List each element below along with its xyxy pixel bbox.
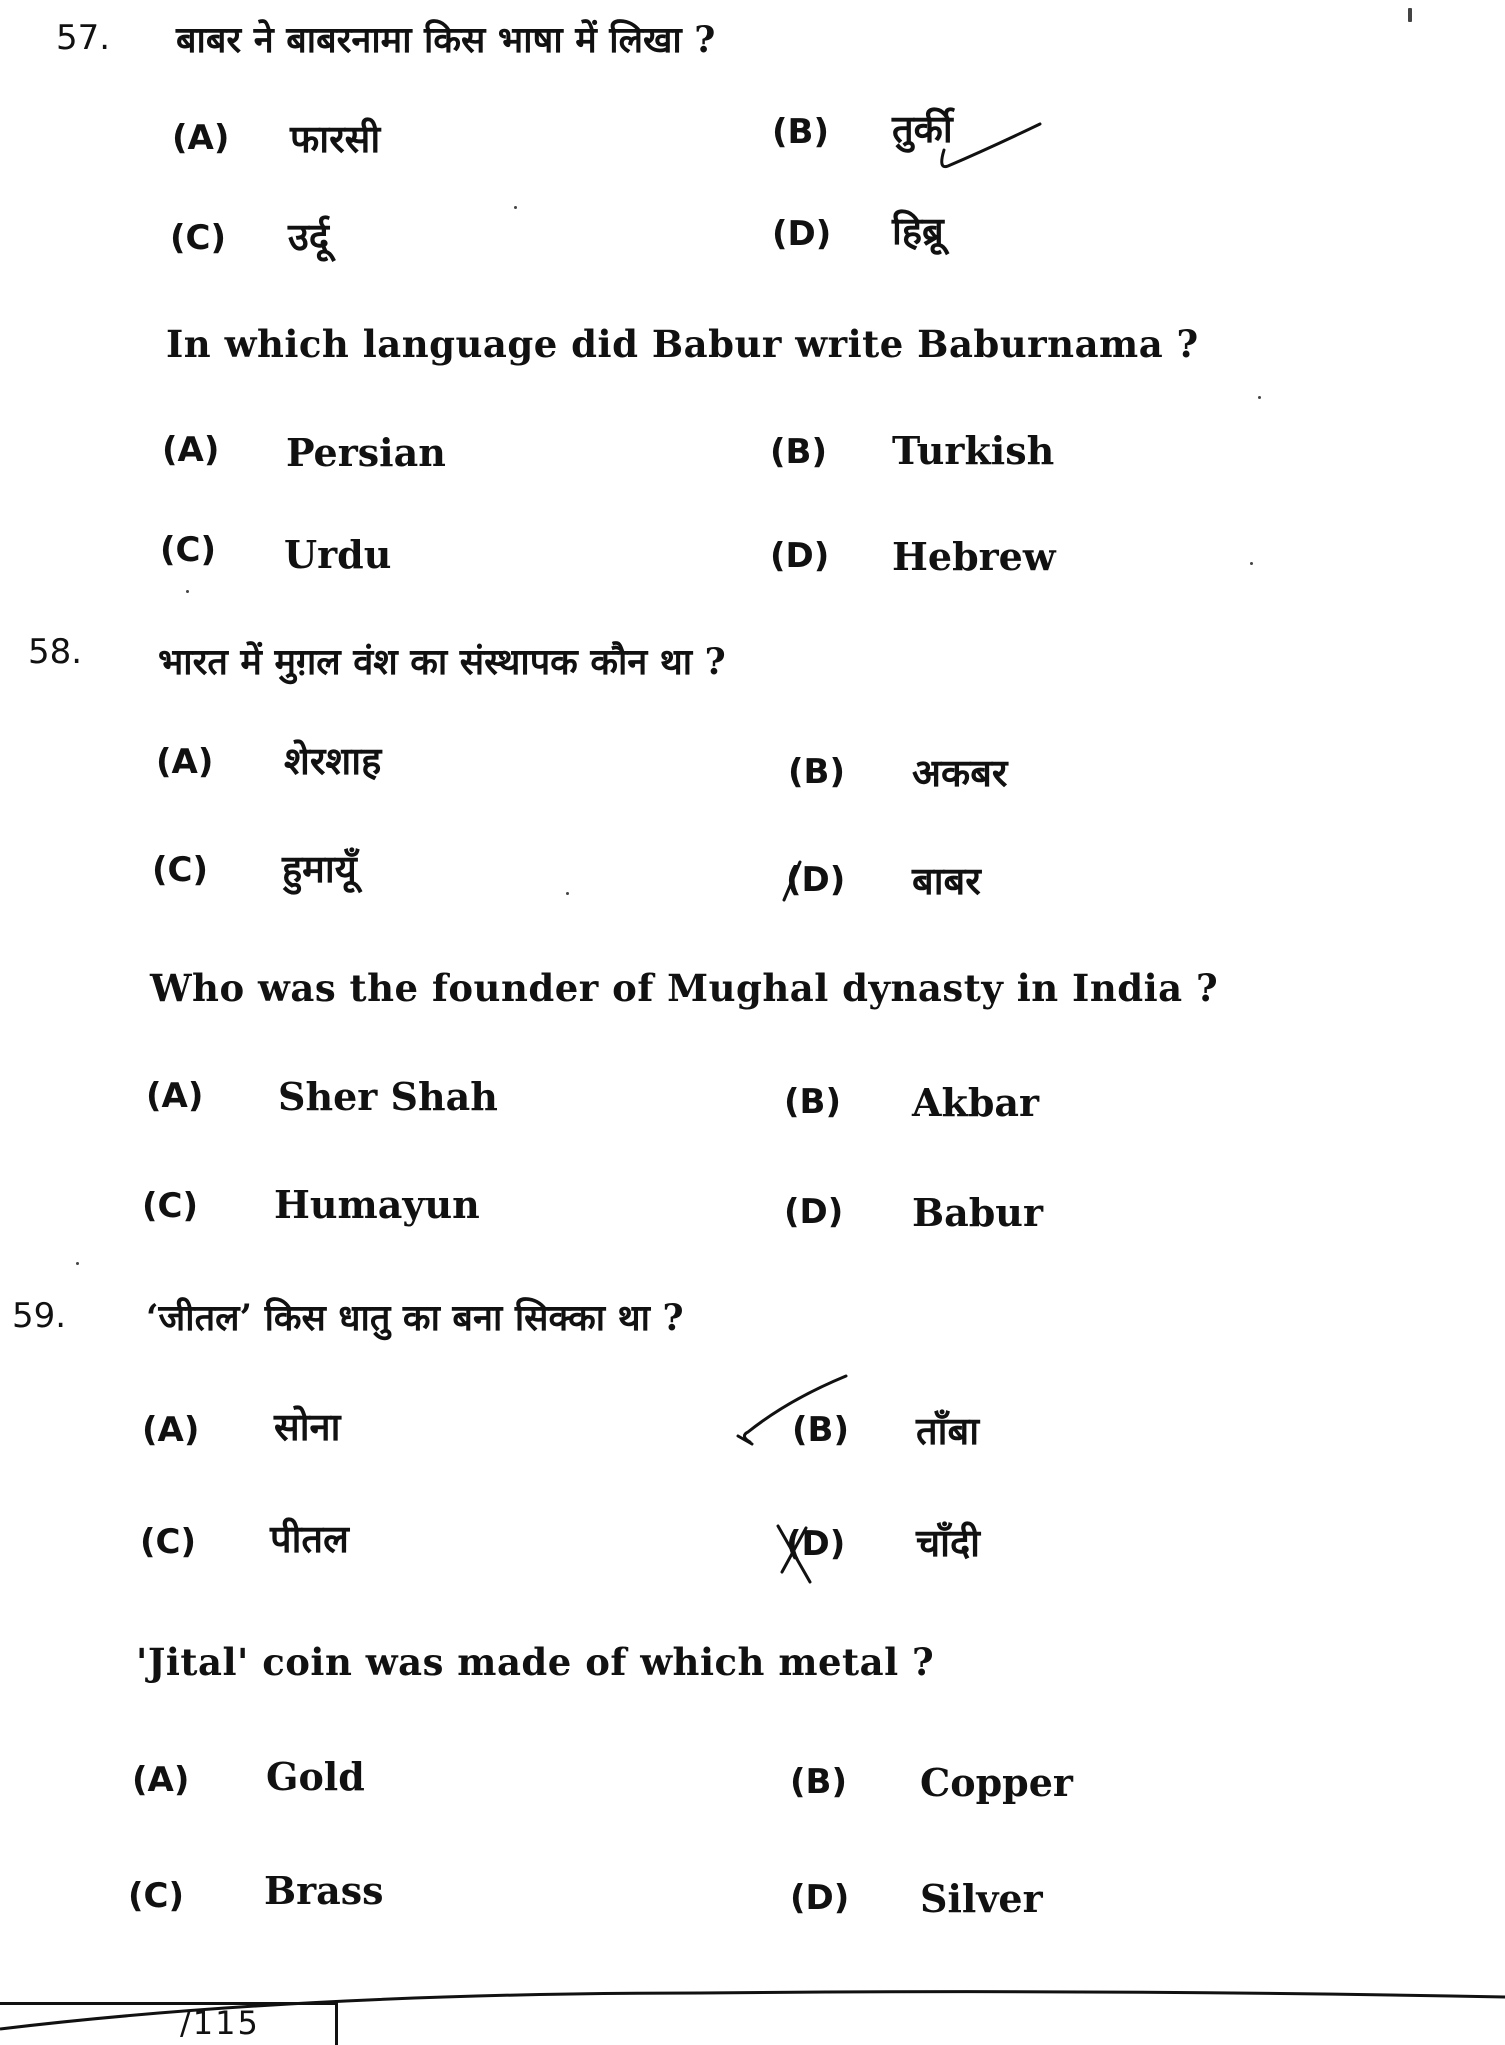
option-letter: (B) <box>788 752 845 792</box>
question-hindi: बाबर ने बाबरनामा किस भाषा में लिखा ? <box>176 19 716 61</box>
option-text: Sher Shah <box>278 1074 498 1119</box>
footer-code-box <box>0 2002 338 2045</box>
option-letter: (C) <box>152 850 209 890</box>
scan-speck <box>186 590 189 593</box>
option-letter: (B) <box>784 1082 841 1122</box>
option-letter: (A) <box>146 1076 204 1116</box>
option-text: तुर्की <box>892 106 953 151</box>
option-letter: (A) <box>156 742 214 782</box>
option-text: अकबर <box>912 750 1008 795</box>
option-text: Gold <box>266 1754 365 1799</box>
option-text: Silver <box>920 1876 1043 1921</box>
option-text: Turkish <box>892 428 1055 473</box>
option-letter: (D) <box>770 536 830 576</box>
option-text: सोना <box>274 1404 341 1449</box>
scan-speck <box>1250 562 1253 565</box>
footer-code: /115 <box>180 2004 260 2042</box>
scan-speck <box>1258 396 1261 399</box>
option-letter: (D) <box>786 860 846 900</box>
option-text: पीतल <box>270 1516 349 1561</box>
option-text: Humayun <box>274 1182 480 1227</box>
option-letter: (A) <box>132 1760 190 1800</box>
option-text: Hebrew <box>892 534 1056 579</box>
option-letter: (A) <box>142 1410 200 1450</box>
scan-speck <box>76 1262 79 1265</box>
option-letter: (C) <box>140 1522 197 1562</box>
option-text: Brass <box>264 1868 384 1913</box>
option-letter: (B) <box>792 1410 849 1450</box>
question-number: 57. <box>56 18 111 58</box>
option-letter: (C) <box>128 1876 185 1916</box>
option-text: Akbar <box>912 1080 1040 1125</box>
option-text: हुमायूँ <box>282 846 357 891</box>
option-text: Urdu <box>284 532 392 577</box>
scan-speck <box>566 892 569 895</box>
option-text: हिब्रू <box>892 208 944 253</box>
option-letter: (C) <box>142 1186 199 1226</box>
option-letter: (C) <box>160 530 217 570</box>
scan-speck <box>1408 8 1412 22</box>
question-english: 'Jital' coin was made of which metal ? <box>136 1640 935 1684</box>
option-text: बाबर <box>912 858 981 903</box>
scan-speck <box>514 206 517 209</box>
option-letter: (A) <box>172 118 230 158</box>
option-text: ताँबा <box>916 1408 980 1453</box>
option-letter: (D) <box>784 1192 844 1232</box>
question-english: Who was the founder of Mughal dynasty in India ? <box>150 966 1219 1010</box>
option-letter: (C) <box>170 218 227 258</box>
question-hindi: ‘जीतल’ किस धातु का बना सिक्का था ? <box>146 1297 684 1339</box>
option-text: शेरशाह <box>284 738 382 783</box>
question-english: In which language did Babur write Baburnama ? <box>166 322 1199 366</box>
option-text: Persian <box>286 430 446 475</box>
option-text: Copper <box>920 1760 1073 1805</box>
option-text: Babur <box>912 1190 1043 1235</box>
question-number: 58. <box>28 632 83 672</box>
option-text: चाँदी <box>916 1520 980 1565</box>
option-letter: (A) <box>162 430 220 470</box>
option-letter: (B) <box>772 112 829 152</box>
option-letter: (D) <box>790 1878 850 1918</box>
option-letter: (B) <box>790 1762 847 1802</box>
option-letter: (D) <box>772 214 832 254</box>
question-number: 59. <box>12 1296 67 1336</box>
option-text: फारसी <box>290 116 381 161</box>
option-letter: (B) <box>770 432 827 472</box>
option-text: उर्दू <box>288 214 330 259</box>
option-letter: (D) <box>786 1524 846 1564</box>
question-hindi: भारत में मुग़ल वंश का संस्थापक कौन था ? <box>158 641 726 683</box>
